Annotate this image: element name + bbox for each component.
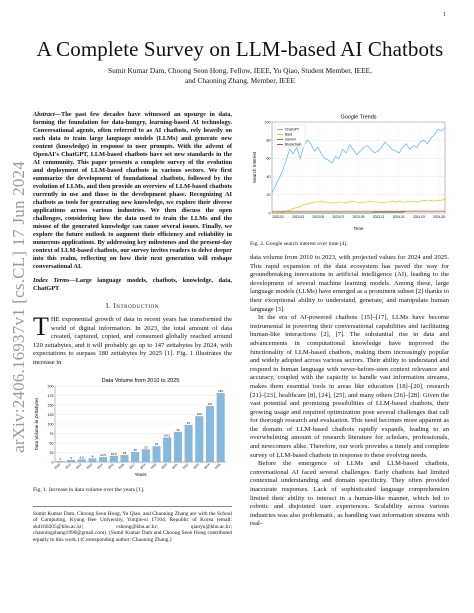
- y-tick-label: 200: [47, 383, 54, 388]
- bar-data-label: 97: [186, 420, 191, 425]
- x-tick-label: 2017: [128, 461, 136, 470]
- y-tick-label: 20: [266, 193, 271, 198]
- x-tick-label: 2010: [53, 461, 62, 470]
- x-tick-label: 2015: [106, 461, 115, 470]
- x-tick-label: 2023-09: [352, 215, 365, 219]
- y-tick-label: 80: [266, 138, 271, 143]
- bar: [110, 456, 118, 462]
- x-tick-label: 2019: [149, 461, 158, 470]
- legend-label: Gemini: [285, 137, 296, 142]
- y-tick-label: 25: [49, 450, 54, 455]
- x-tick-label: 2024-05: [433, 215, 445, 219]
- bar: [67, 460, 75, 462]
- abstract: [33, 111, 232, 271]
- x-tick-label: 2014: [96, 461, 104, 470]
- dropcap: T: [33, 312, 49, 341]
- y-tick-label: 100: [264, 120, 271, 125]
- arxiv-stamp-text: arXiv:2406.16937v1 [cs.CL] 17 Jun 2024: [9, 160, 29, 453]
- bar: [153, 446, 161, 462]
- intro-text: HE exponential growth of data in recent years has transformed the world of digital information. In 2023, the total amount of data created, captured, copied, and consumed globally reached around 120 zettabytes, and it will probably go up to 147 zettabytes by 2024, with expectations to surpass 180 zettabytes by 2025 [1]. Fig. 1 illustrates the increase in: [33, 316, 232, 366]
- bar-data-label: 41: [154, 441, 159, 446]
- bar-data-label: 26: [133, 447, 137, 452]
- bar-data-label: 9: [91, 453, 94, 458]
- y-tick-label: 60: [266, 156, 271, 161]
- x-tick-label: 2018: [138, 461, 147, 470]
- x-tick-label: 2023-03: [292, 215, 304, 219]
- left-column: [33, 111, 232, 544]
- legend-label: ChatGPT: [285, 127, 300, 132]
- arxiv-stamp: [6, 134, 32, 479]
- bar-data-label: 15.5: [110, 451, 117, 456]
- line-chart: [250, 111, 449, 233]
- y-tick-label: 175: [47, 393, 54, 398]
- x-tick-label: 2013: [85, 461, 94, 470]
- body-paragraph-3: Before the emergence of LLMs and LLM-based chatbots, conversational AI faced several challenges. Early chatbots had limited contextual understanding and domain specificity. They often provided inaccurate responses. Lack of sophisticated language comprehension limited their ability to interact in a human-like manner, which led to robotic and disjointed user experiences. Scalability across various industries was also problematic, as handling vast information streams with real-: [250, 460, 449, 528]
- y-axis-label: Search Interest: [252, 151, 257, 184]
- x-tick-label: 2023-01: [272, 215, 284, 219]
- y-axis-label: Data Volume in Zettabytes: [34, 397, 39, 450]
- index-terms: [33, 277, 232, 293]
- y-tick-label: 125: [47, 412, 54, 417]
- page-number: 1: [443, 12, 446, 18]
- x-axis-label: Time: [353, 226, 364, 231]
- x-tick-label: 2011: [64, 461, 72, 470]
- figure-1-caption: Fig. 1. Increase in data volume over the years [1].: [33, 486, 145, 493]
- x-tick-label: 2023-11: [372, 215, 385, 219]
- index-terms-text: —Large language models, chatbots, knowledge, data, ChatGPT: [33, 277, 232, 292]
- author-block: [40, 66, 440, 86]
- y-tick-label: 0: [51, 459, 54, 464]
- y-tick-label: 100: [47, 421, 54, 426]
- bar: [174, 432, 182, 462]
- figure-2-caption: Fig. 2. Google search interest over time [4].: [250, 241, 348, 247]
- bar: [185, 425, 193, 462]
- abstract-label: Abstract: [33, 111, 55, 118]
- bar: [142, 449, 150, 462]
- x-tick-label: 2025: [213, 461, 222, 470]
- x-tick-label: 2023: [192, 461, 200, 470]
- author-line-1: Sumit Kumar Dam, Choong Seon Hong, Fellow, IEEE, Yu Qiao, Student Member, IEEE,: [108, 66, 372, 75]
- chart-title: Google Trends: [340, 114, 377, 121]
- bar-data-label: 147: [207, 401, 213, 406]
- bar-data-label: 6.5: [79, 454, 84, 459]
- bar-data-label: 18: [122, 450, 127, 455]
- x-tick-label: 2021: [171, 461, 179, 470]
- bar-data-label: 12.5: [100, 452, 107, 457]
- bar-data-label: 5: [70, 455, 72, 460]
- x-tick-label: 2024: [203, 461, 211, 470]
- y-tick-label: 150: [47, 402, 54, 407]
- bar: [131, 452, 139, 462]
- y-tick-label: 50: [49, 440, 54, 445]
- bar-data-label: 79: [176, 427, 180, 432]
- figure-2: [250, 111, 449, 248]
- paper-title: A Complete Survey on LLM-based AI Chatbots: [36, 37, 444, 61]
- x-tick-label: 2012: [74, 461, 83, 470]
- x-tick-label: 2023-05: [312, 215, 325, 219]
- chart-title: Data Volume from 2010 to 2025: [101, 377, 180, 384]
- bar: [99, 457, 107, 462]
- bar: [89, 458, 97, 461]
- right-column: [250, 111, 449, 529]
- x-tick-label: 2023-07: [332, 215, 345, 219]
- x-tick-label: 2020: [160, 461, 168, 470]
- y-tick-label: 40: [266, 174, 271, 179]
- index-terms-label: Index Terms: [33, 277, 70, 284]
- bar-data-label: 2: [59, 456, 62, 461]
- bar: [121, 455, 129, 462]
- bar-data-label: 64.2: [164, 432, 171, 437]
- section-heading: I. Introduction: [105, 303, 160, 310]
- x-tick-label: 2024-03: [413, 215, 425, 219]
- author-line-2: and Chaoning Zhang, Member, IEEE: [184, 76, 296, 85]
- body-paragraph-1: data volume from 2010 to 2023, with projected values for 2024 and 2025. This rapid expansion of the data ecosystem has paved the way for groundbreaking innovations in artificial intelligence (AI), leading to the development of several machine learning models. Among these, large language models (LLMs) have emerged as a prominent subset [2] thanks to their exceptional ability to understand, generate, and manipulate human language [3].: [250, 254, 449, 313]
- bar: [217, 393, 225, 462]
- bar: [78, 459, 86, 461]
- y-tick-label: 75: [49, 431, 54, 436]
- bar-data-label: 33: [144, 444, 148, 449]
- bar: [195, 416, 203, 462]
- author-footnote: Sumit Kumar Dam, Choong Seon Hong, Yu Qiao, and Chaoning Zhang are with the School of Computing, Kyung Hee University, Yongin-si 17104, Republic of Korea (email: skd160205@khu.ac.kr; cshong@khu.ac.kr; qiaoyu@khu.ac.kr; chaoningzhang1990@gmail.com). (Sumit Kumar Dam and Choong Seon Hong contributed equally to this work.) (Corresponding author: Chaoning Zhang.): [33, 506, 232, 544]
- x-axis-label: Years: [134, 472, 147, 478]
- intro-paragraph: [33, 312, 232, 368]
- legend-label: Blockchain: [285, 142, 302, 147]
- x-tick-label: 2022: [181, 461, 190, 470]
- bar-data-label: 120: [196, 411, 202, 416]
- bar: [206, 406, 214, 462]
- abstract-text: —The past few decades have witnessed an upsurge in data, forming the foundation for data-hungry, learning-based AI technology. Conversational agents, often referred to as AI chatbots, rely heavily on such data to train large language models (LLMs) and generate new content (knowledge) in response to user prompts. With the advent of OpenAI's ChatGPT, LLM-based chatbots have set new standards in the AI community. This paper presents a complete survey of the evolution and deployment of LLM-based chatbots in various sectors. We first summarize the development of foundational chatbots, followed by the evolution of LLMs, and then provide an overview of LLM-based chatbots currently in use and those in the development phase. Recognizing AI chatbots as tools for generating new knowledge, we explore their diverse applications across various industries. We then discuss the open challenges, considering how the data used to train the LLMs and the misuse of the generated knowledge can cause several issues. Finally, we explore the future outlook to augment their efficiency and reliability in numerous applications. By addressing key milestones and the present-day context of LLM-based chatbots, our survey invites readers to delve deeper into this realm, reflecting on how their next generation will reshape conversational AI.: [33, 111, 232, 270]
- legend-label: Bard: [285, 132, 293, 137]
- y-tick-label: 0: [268, 211, 271, 216]
- bar-data-label: 181: [218, 388, 224, 393]
- figure-1: [33, 374, 232, 494]
- bar: [163, 437, 171, 461]
- body-paragraph-2: In the era of AI-powered chatbots [15]–[17], LLMs have become instrumental in powering their conversational capabilities and facilitating human-like interactions [2], [7]. The substantial rise in data and advancements in computational knowledge have improved the functionality of LLM-based chatbots, making them increasingly popular and widely adopted across various sectors. Their ability to understand and respond in human language with never-before-seen context relevance and accuracy, coupled with the capacity to handle vast information streams, makes them essential tools in areas like education [18]–[20], research [21]–[23], healthcare [8], [24], [25], and many others [26]–[28]. Given the vast potential and promising possibilities of LLM-based chatbots, their growing usage and required optimization pose several challenges that call for thorough research and evaluation. This need becomes more apparent as the domain of LLM-based chatbots rapidly expands, leading to an overwhelming amount of research literature for scholars, professionals, and newcomers alike. Therefore, our work provides a timely and complete survey of LLM-based chatbots in response to these evolving needs.: [250, 314, 449, 459]
- x-tick-label: 2024-01: [392, 215, 405, 219]
- x-tick-label: 2016: [117, 461, 126, 470]
- bar-chart: [33, 374, 232, 479]
